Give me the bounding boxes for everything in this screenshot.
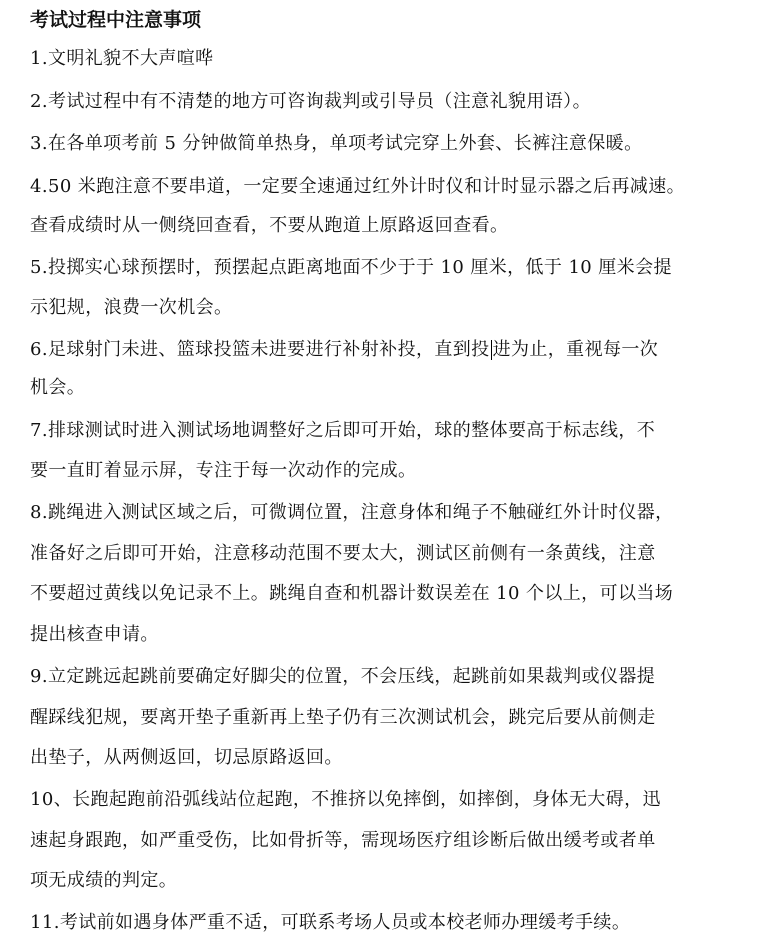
item-8-line-2: 准备好之后即可开始，注意移动范围不要太大，测试区前侧有一条黄线，注意	[30, 543, 656, 564]
item-10-line-2: 速起身跟跑，如严重受伤，比如骨折等，需现场医疗组诊断后做出缓考或者单	[30, 830, 656, 851]
item-5-line-2: 示犯规，浪费一次机会。	[30, 297, 233, 318]
item-6-line-2: 机会。	[30, 377, 86, 398]
item-3-line: 3.在各单项考前 5 分钟做简单热身，单项考试完穿上外套、长裤注意保暖。	[30, 133, 643, 154]
item-5-line-1: 5.投掷实心球预摆时，预摆起点距离地面不少于于 10 厘米，低于 10 厘米会提	[30, 257, 672, 278]
item-7-line-2: 要一直盯着显示屏，专注于每一次动作的完成。	[30, 460, 417, 481]
item-9-line-2: 醒踩线犯规，要离开垫子重新再上垫子仍有三次测试机会，跳完后要从前侧走	[30, 707, 656, 728]
item-2-line: 2.考试过程中有不清楚的地方可咨询裁判或引导员（注意礼貌用语）。	[30, 91, 591, 112]
item-7-line-1: 7.排球测试时进入测试场地调整好之后即可开始，球的整体要高于标志线，不	[30, 420, 656, 441]
item-1-line: 1.文明礼貌不大声喧哗	[30, 48, 214, 69]
item-8-line-4: 提出核查申请。	[30, 624, 159, 645]
item-4-line-2: 查看成绩时从一侧绕回查看，不要从跑道上原路返回查看。	[30, 215, 509, 236]
item-9-line-1: 9.立定跳远起跳前要确定好脚尖的位置，不会压线，起跳前如果裁判或仪器提	[30, 666, 656, 687]
item-6-text-after-caret: 进为止，重视每一次	[492, 339, 659, 360]
item-10-line-1: 10、长跑起跑前沿弧线站位起跑，不推挤以免摔倒，如摔倒，身体无大碍，迅	[30, 789, 661, 810]
item-8-line-3: 不要超过黄线以免记录不上。跳绳自查和机器计数误差在 10 个以上，可以当场	[30, 583, 674, 604]
item-6-text-before-caret: 6.足球射门未进、篮球投篮未进要进行补射补投，直到投	[30, 339, 490, 360]
item-11-line: 11.考试前如遇身体严重不适，可联系考场人员或本校老师办理缓考手续。	[30, 912, 631, 933]
item-8-line-1: 8.跳绳进入测试区域之后，可微调位置，注意身体和绳子不触碰红外计时仪器，	[30, 502, 674, 523]
item-4-line-1: 4.50 米跑注意不要串道，一定要全速通过红外计时仪和计时显示器之后再减速。	[30, 176, 685, 197]
item-9-line-3: 出垫子，从两侧返回，切忌原路返回。	[30, 747, 343, 768]
item-6-line-1	[30, 337, 658, 363]
text-cursor	[491, 340, 492, 360]
item-10-line-3: 项无成绩的判定。	[30, 870, 178, 891]
document-title: 考试过程中注意事项	[30, 9, 202, 31]
